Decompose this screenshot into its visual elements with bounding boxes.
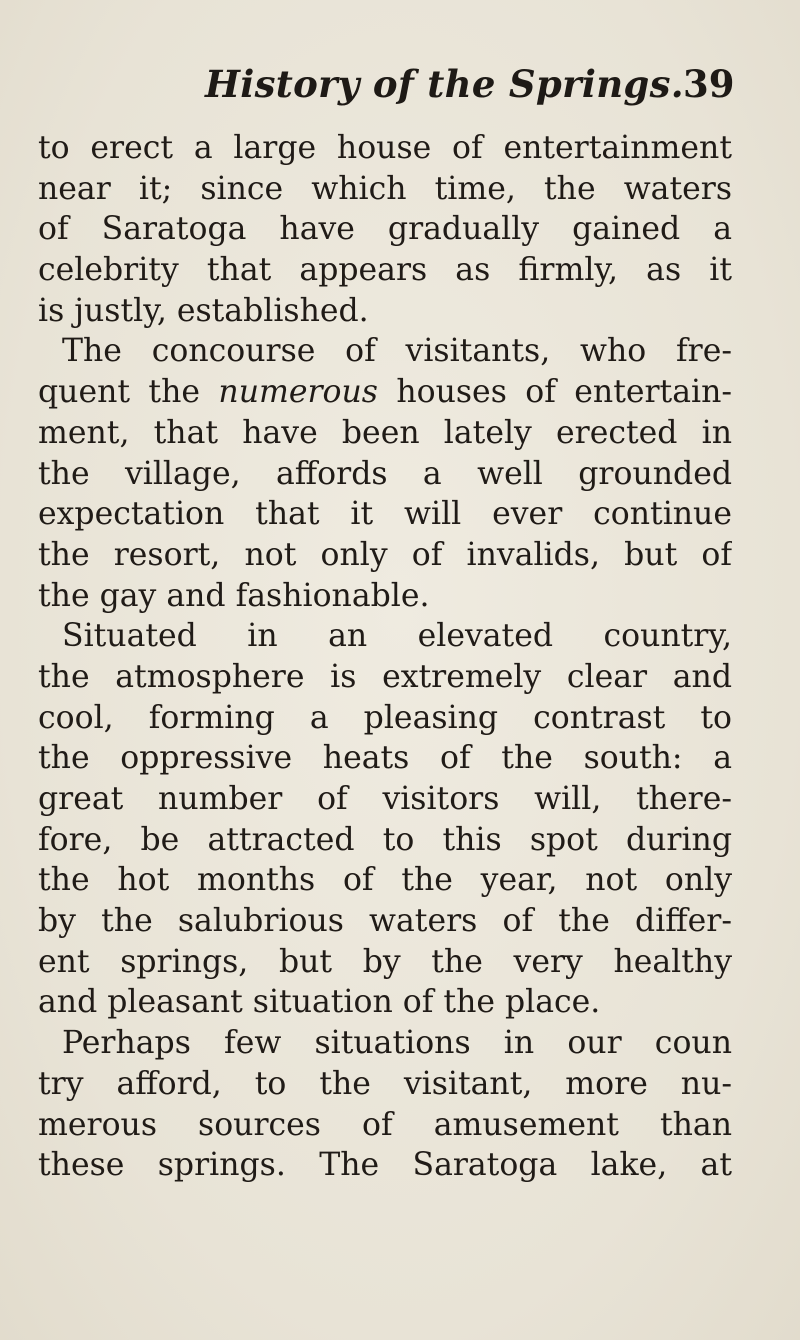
text-line: The concourse of visitants, who fre- <box>62 333 732 370</box>
text-line: try afford, to the visitant, more nu- <box>38 1065 732 1102</box>
text-line: by the salubrious waters of the differ- <box>38 903 732 940</box>
page-header <box>0 62 800 112</box>
text-line: and pleasant situation of the place. <box>38 984 601 1021</box>
text-line: the atmosphere is extremely clear and <box>38 658 732 695</box>
text-line: great number of visitors will, there- <box>38 781 732 817</box>
text-line: the resort, not only of invalids, but of <box>38 536 732 573</box>
emphasis: numerous <box>218 374 378 411</box>
text-line: Situated in an elevated country, <box>62 618 732 655</box>
text-line: celebrity that appears as firmly, as it <box>38 252 732 289</box>
page-number: 39 <box>683 62 735 106</box>
text-line: the village, affords a well grounded <box>38 455 732 492</box>
running-title: History of the Springs. <box>205 62 684 106</box>
text-line: ent springs, but by the very healthy <box>38 943 732 980</box>
text-line: the hot months of the year, not only <box>38 862 732 899</box>
text-line: expectation that it will ever continue <box>38 496 732 533</box>
text-line: the oppressive heats of the south: a <box>38 740 732 777</box>
text-line: merous sources of amusement than <box>38 1106 732 1143</box>
text-line: near it; since which time, the waters <box>38 170 732 207</box>
text-line: Perhaps few situations in our coun <box>62 1025 732 1062</box>
body-text <box>38 128 732 1186</box>
text-line: cool, forming a pleasing contrast to <box>38 699 732 736</box>
text-line: the gay and fashionable. <box>38 577 430 614</box>
text-line: ment, that have been lately erected in <box>38 414 732 451</box>
text-line: to erect a large house of entertainment <box>38 130 732 166</box>
text-line: quent the numerous houses of entertain- <box>38 374 732 411</box>
text-line: these springs. The Saratoga lake, at <box>38 1147 732 1184</box>
text-line: fore, be attracted to this spot during <box>38 821 732 858</box>
text-line: is justly, established. <box>38 292 369 329</box>
text-line: of Saratoga have gradually gained a <box>38 211 732 248</box>
